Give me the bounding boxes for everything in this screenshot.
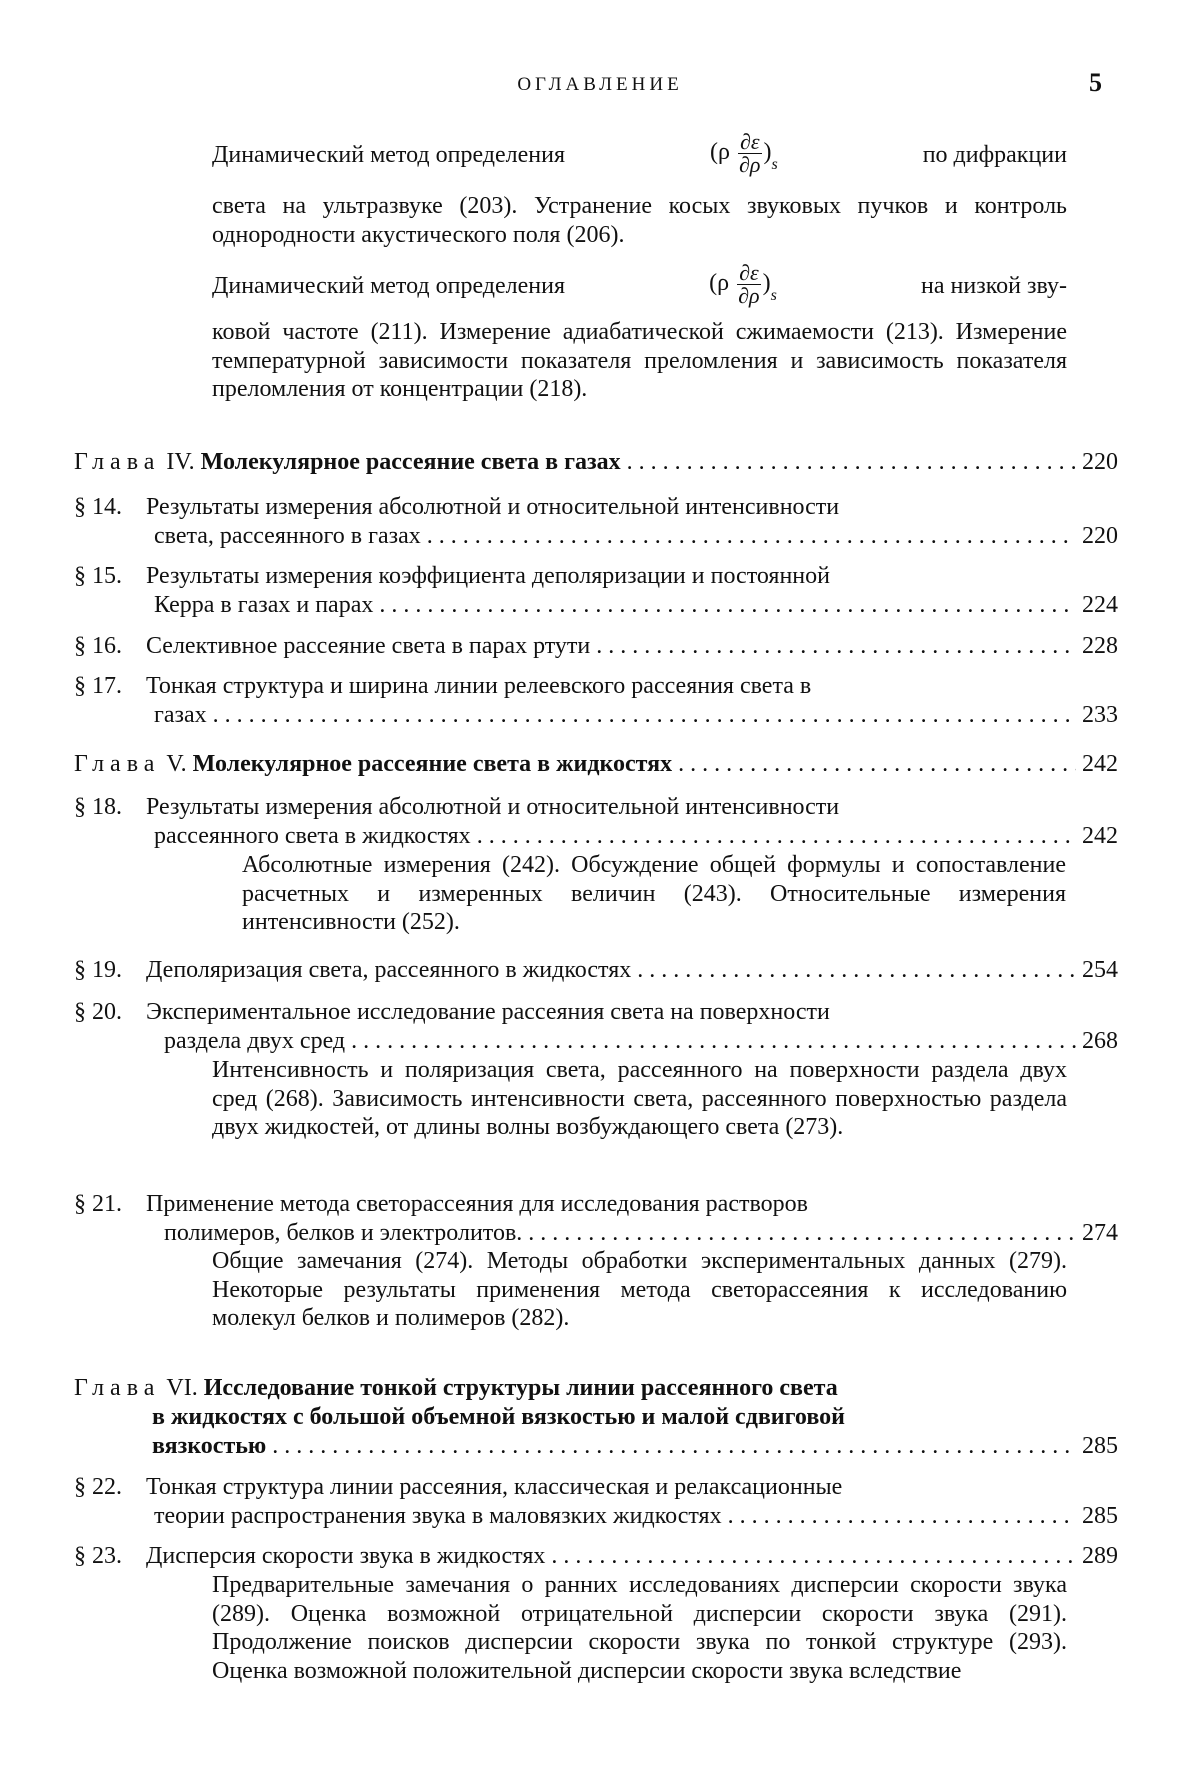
page-number: 5 bbox=[1089, 68, 1102, 98]
toc-chapter-6[interactable]: Глава VI. Исследование тонкой структуры линии рассеянного света в жидкостях с большой объемной вязкостью и малой сдвиговой вязкостью . . . 285 bbox=[74, 1374, 1118, 1460]
toc-section-22[interactable]: § 22. Тонкая структура линии рассеяния, классическая и релаксационные теории распространения звука в маловязких жидкостях . . . 285 bbox=[74, 1473, 1118, 1531]
formula-2: (ρ ∂ε ∂ρ )s bbox=[709, 262, 777, 311]
page-header-title: ОГЛАВЛЕНИЕ bbox=[0, 74, 1200, 96]
intro-text-b: по дифракции bbox=[923, 141, 1067, 170]
toc-section-20[interactable]: § 20. Экспериментальное исследование рассеяния света на поверхности раздела двух сред . . . 268 bbox=[74, 998, 1118, 1056]
toc-chapter-5[interactable]: Глава V. Молекулярное рассеяние света в жидкостях . . . 242 bbox=[74, 750, 1118, 779]
toc-section-20-subtopics: Интенсивность и поляризация света, рассеянного на поверхности раздела двух сред (268). Зависимость интенсивности света, рассеянного поверхностью раздела двух жидкостей, от длины волны возбуждающего света (273). bbox=[212, 1056, 1067, 1142]
toc-section-23-subtopics: Предварительные замечания о ранних исследованиях дисперсии скорости звука (289). Оценка возможной отрицательной дисперсии скорости звука (291). Продолжение поисков дисперсии скорости звука по тонкой структуре (293). Оценка возможной положительной дисперсии скорости звука вследствие bbox=[212, 1571, 1067, 1686]
toc-section-17[interactable]: § 17. Тонкая структура и ширина линии релеевского рассеяния света в газах . . . 233 bbox=[74, 672, 1118, 730]
formula-1: (ρ ∂ε ∂ρ )s bbox=[710, 131, 778, 180]
toc-section-23[interactable]: § 23. Дисперсия скорости звука в жидкостях . . . 289 bbox=[74, 1542, 1118, 1571]
toc-section-16[interactable]: § 16. Селективное рассеяние света в парах ртути . . . 228 bbox=[74, 632, 1118, 661]
toc-section-15[interactable]: § 15. Результаты измерения коэффициента деполяризации и постоянной Керра в газах и парах . . . 224 bbox=[74, 562, 1118, 620]
intro-paragraph-2: света на ультразвуке (203). Устранение косых звуковых пучков и контроль однородности акустического поля (206). bbox=[212, 192, 1067, 249]
toc-section-18[interactable]: § 18. Результаты измерения абсолютной и относительной интенсивности рассеянного света в жидкостях . . . 242 bbox=[74, 793, 1118, 851]
intro-text-a: Динамический метод определения bbox=[212, 141, 565, 170]
toc-section-14[interactable]: § 14. Результаты измерения абсолютной и относительной интенсивности света, рассеянного в газах . . . 220 bbox=[74, 493, 1118, 551]
intro-line-3 bbox=[212, 264, 1067, 308]
intro-line-1 bbox=[212, 133, 1067, 177]
toc-page: 220 bbox=[1082, 448, 1118, 477]
toc-section-18-subtopics: Абсолютные измерения (242). Обсуждение общей формулы и сопоставление расчетных и измеренных величин (243). Относительные измерения интенсивности (252). bbox=[242, 851, 1066, 937]
toc-section-21-subtopics: Общие замечания (274). Методы обработки экспериментальных данных (279). Некоторые результаты применения метода светорассеяния к исследованию молекул белков и полимеров (282). bbox=[212, 1247, 1067, 1333]
toc-section-21[interactable]: § 21. Применение метода светорассеяния для исследования растворов полимеров, белков и электролитов. . . . 274 bbox=[74, 1190, 1118, 1248]
toc-chapter-4[interactable]: Глава IV. Молекулярное рассеяние света в газах . . . 220 bbox=[74, 448, 1118, 477]
intro-paragraph-4: ковой частоте (211). Измерение адиабатической сжимаемости (213). Измерение температурной зависимости показателя преломления и зависимость показателя преломления от концентрации (218). bbox=[212, 318, 1067, 404]
intro-text-d: на низкой зву- bbox=[921, 272, 1067, 301]
intro-text-c: Динамический метод определения bbox=[212, 272, 565, 301]
toc-section-19[interactable]: § 19. Деполяризация света, рассеянного в жидкостях . . . 254 bbox=[74, 956, 1118, 985]
